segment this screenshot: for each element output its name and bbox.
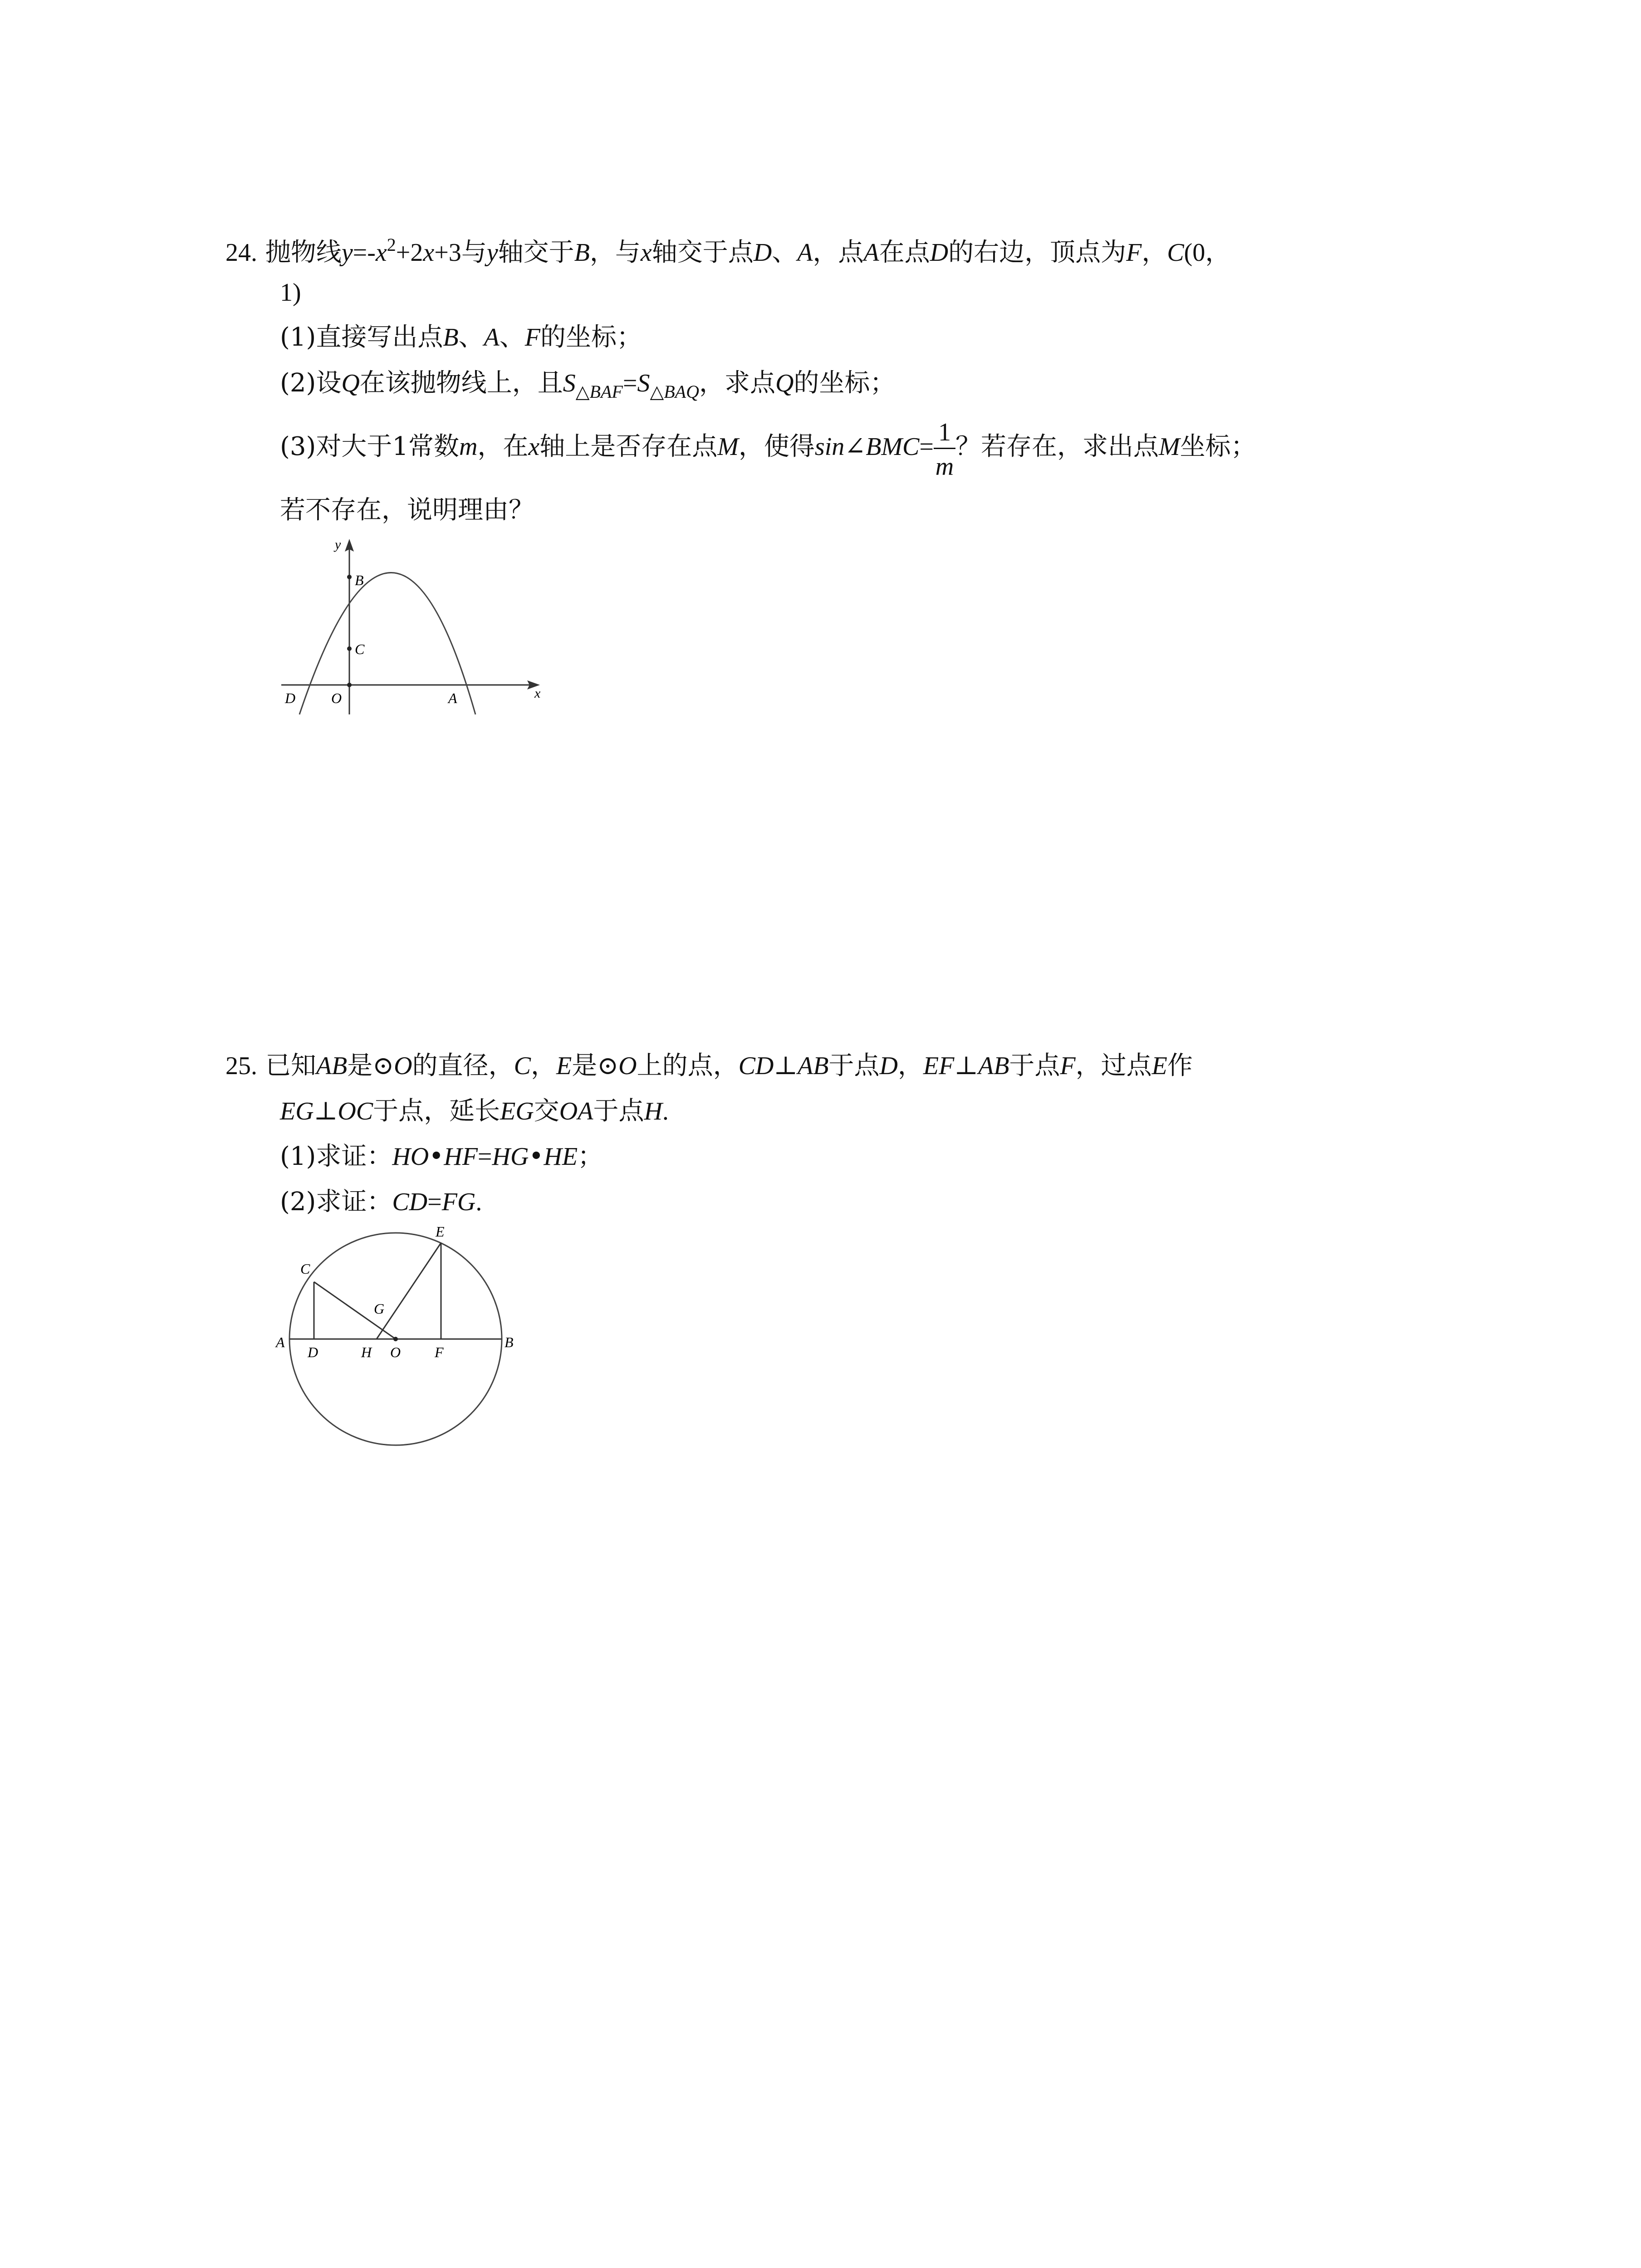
fraction-1-over-m: $\frac{1}{m}$ [934, 430, 955, 467]
label-E: E [436, 1225, 445, 1240]
q25-part-2: (2)求证：CD=FG. [280, 1187, 482, 1217]
label-B: B [355, 572, 364, 588]
point-O [347, 683, 352, 687]
q25-line-1: 25. 已知AB是⊙O的直径，C，E是⊙O上的点，CD⊥AB于点D，EF⊥AB于点F，过点E作 [225, 1051, 1193, 1080]
q24-number: 24. [225, 239, 257, 267]
q24-part-2: (2)设Q在该抛物线上，且$S_{\triangle BAF}=S_{\triangle BAQ}$，求点Q的坐标； [280, 368, 896, 402]
label-H: H [361, 1344, 372, 1360]
label-F: F [435, 1344, 444, 1360]
parabola-figure [272, 535, 563, 721]
label-A: A [448, 690, 457, 706]
label-C: C [300, 1261, 310, 1277]
label-D: D [285, 690, 296, 706]
point-O-center [393, 1337, 398, 1341]
segment-EH [377, 1243, 441, 1339]
q25-line-2: EG⊥OC于点，延长EG交OA于点H. [280, 1096, 669, 1126]
label-G: G [374, 1300, 385, 1317]
label-O: O [390, 1344, 401, 1360]
label-x: x [534, 686, 541, 701]
point-B [347, 575, 352, 579]
q25-part-1: (1)求证：HO•HF=HG•HE； [280, 1142, 603, 1171]
circle-figure [272, 1225, 526, 1452]
q24-part-3-cont: 若不存在，说明理由？ [280, 495, 534, 525]
label-D: D [308, 1344, 318, 1360]
label-y: y [335, 537, 341, 552]
label-A: A [276, 1334, 285, 1350]
label-O: O [331, 690, 342, 706]
q25-number: 25. [225, 1052, 257, 1080]
q24-part-1: (1)直接写出点B、A、F的坐标； [280, 323, 642, 352]
label-B: B [505, 1334, 514, 1350]
point-C [347, 646, 352, 651]
q24-line-2: 1) [280, 279, 301, 307]
q24-part-3: (3)对大于1常数m，在x轴上是否存在点M，使得sin∠BMC= $\frac{1}{m}$ ？若存在，求出点M坐标； [280, 418, 1256, 481]
label-C: C [355, 641, 365, 657]
q24-line-1: 24. 抛物线$y=-x^2+2x+3$与y轴交于B，与x轴交于点D、A，点A在点D的右边，顶点为F，C(0， [225, 235, 1231, 267]
